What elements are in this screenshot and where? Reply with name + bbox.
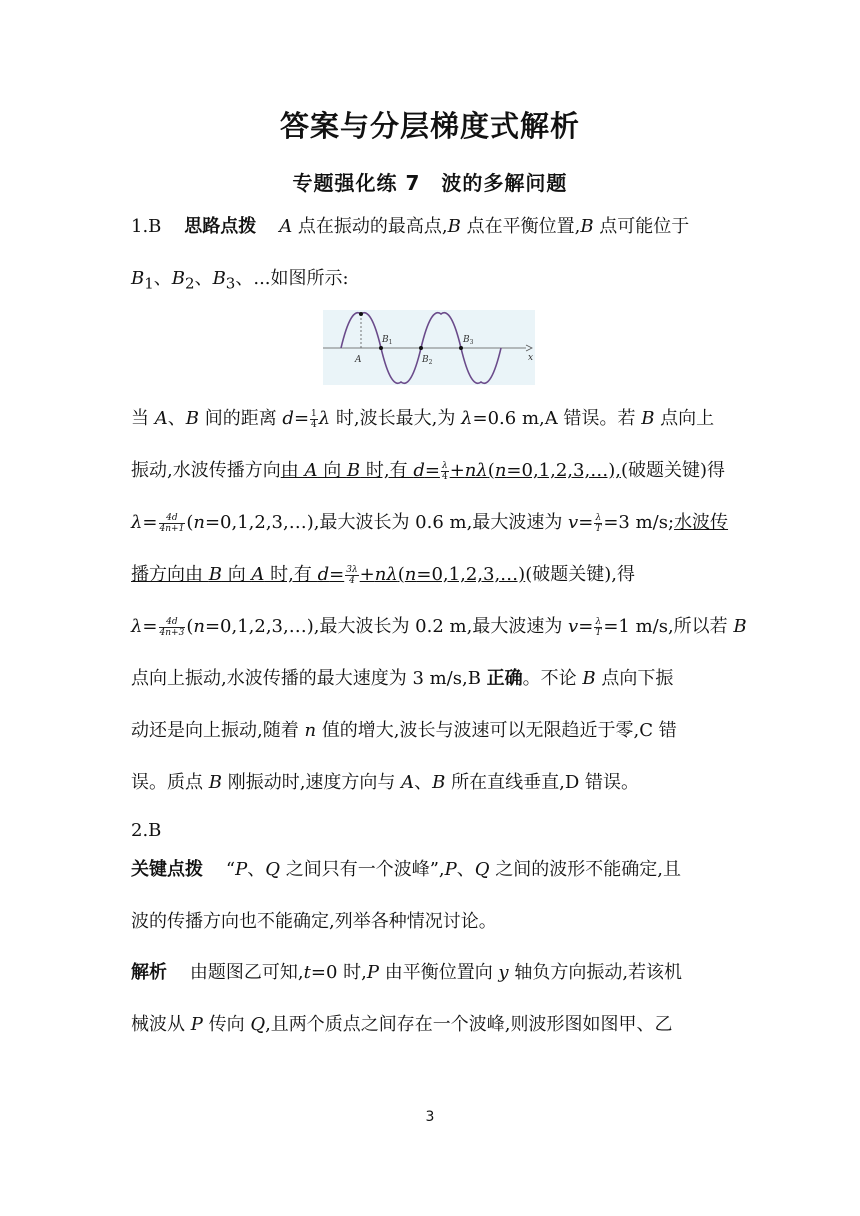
text: 2.B xyxy=(131,820,162,841)
q2-tag-analysis: 解析 xyxy=(131,962,167,983)
q1-line-9 xyxy=(131,718,731,744)
text: = xyxy=(424,460,440,481)
q2-line-3 xyxy=(131,960,731,986)
fraction xyxy=(594,617,602,638)
text: = xyxy=(329,564,345,585)
var: B xyxy=(208,772,222,793)
text: 传向 xyxy=(202,1014,251,1035)
var: n xyxy=(404,564,417,585)
var: B xyxy=(131,268,145,289)
numerator: 1 xyxy=(311,408,317,419)
wave-figure xyxy=(323,310,535,385)
text: 误。质点 xyxy=(131,772,209,793)
q1-line-3 xyxy=(131,406,731,432)
var: A xyxy=(401,772,415,793)
text: 点在平衡位置, xyxy=(460,216,581,237)
text: 、 xyxy=(194,268,213,289)
text: 播方向由 xyxy=(131,564,209,585)
text: ,且两个质点之间存在一个波峰,则波形图如图甲、乙 xyxy=(265,1014,673,1035)
text: =0 时, xyxy=(310,962,367,983)
text: 向 xyxy=(221,564,252,585)
text: 、 xyxy=(167,408,186,429)
var: P xyxy=(190,1014,203,1035)
label-B3: $B_3$ xyxy=(463,335,474,346)
text: 、 xyxy=(414,772,433,793)
text: 时,有 xyxy=(360,460,414,481)
var: B xyxy=(641,408,655,429)
point-A xyxy=(359,312,363,316)
text: 之间只有一个波峰”, xyxy=(279,859,445,880)
var: n xyxy=(193,616,205,637)
numerator: 3λ xyxy=(346,564,358,575)
text: =3 m/s; xyxy=(603,512,675,533)
denominator: 4n+1 xyxy=(159,523,185,534)
var: A xyxy=(251,564,265,585)
var: Q xyxy=(250,1014,266,1035)
text: (破题关键),得 xyxy=(525,564,635,585)
q1-line-5 xyxy=(131,510,731,536)
q2-tag-key-hint: 关键点拨 xyxy=(131,859,203,880)
text: 点向下振 xyxy=(595,668,674,689)
text: 。不论 xyxy=(522,668,583,689)
var: y xyxy=(498,962,509,983)
text: = xyxy=(142,616,158,637)
fraction xyxy=(345,565,358,586)
denominator: T xyxy=(595,523,602,534)
text: = xyxy=(578,512,594,533)
q1-line-7 xyxy=(131,614,747,640)
text: + xyxy=(359,564,375,585)
var: n xyxy=(304,720,317,741)
var: B xyxy=(171,268,186,289)
subscript: 3 xyxy=(225,274,236,293)
text: 点向上振动,水波传播的最大速度为 3 m/s,B xyxy=(131,668,487,689)
var: d xyxy=(282,408,294,429)
bold-text: 正确 xyxy=(486,668,523,689)
denominator: 4 xyxy=(441,471,448,482)
q1-line-4 xyxy=(131,458,731,484)
q2-line-1 xyxy=(131,857,731,883)
fraction xyxy=(159,617,186,638)
var: B xyxy=(346,460,361,481)
text: 、...如图所示: xyxy=(235,268,349,289)
var: A xyxy=(304,460,318,481)
text: =0.6 m,A 错误。若 xyxy=(472,408,642,429)
text: 时,有 xyxy=(264,564,318,585)
text: ( xyxy=(487,460,495,481)
var: λ xyxy=(318,408,331,429)
text: 刚振动时,速度方向与 xyxy=(221,772,402,793)
fraction xyxy=(159,513,186,534)
fraction xyxy=(310,409,318,430)
denominator: T xyxy=(595,627,602,638)
text: = xyxy=(293,408,310,429)
text: =0,1,2,3,…), xyxy=(506,460,621,481)
section-title: 专题强化练 7 波的多解问题 xyxy=(292,171,568,195)
fraction xyxy=(441,461,449,482)
text: 所在直线垂直,D 错误。 xyxy=(445,772,639,793)
text: =0,1,2,3,…) xyxy=(416,564,526,585)
var: A xyxy=(279,216,293,237)
text: 波的传播方向也不能确定,列举各种情况讨论。 xyxy=(131,911,497,932)
q2-number xyxy=(131,818,731,844)
text: (破题关键)得 xyxy=(620,460,725,481)
numerator: λ xyxy=(595,616,602,627)
text: 振动,水波传播方向 xyxy=(131,460,281,481)
fraction xyxy=(594,513,602,534)
text: 点向上 xyxy=(654,408,715,429)
point-B1 xyxy=(379,346,383,350)
var: d xyxy=(413,460,425,481)
subscript: 1 xyxy=(144,274,154,293)
q1-line-8 xyxy=(131,666,731,692)
text: = xyxy=(142,512,158,533)
text: 之间的波形不能确定,且 xyxy=(489,859,681,880)
q2-line-4 xyxy=(131,1012,731,1038)
text: 值的增大,波长与波速可以无限趋近于零,C 错 xyxy=(316,720,677,741)
var: t xyxy=(303,962,311,983)
q1-line-2 xyxy=(131,266,731,297)
page-title: 答案与分层梯度式解析 xyxy=(279,109,580,143)
label-A: A xyxy=(355,355,362,365)
var: P xyxy=(235,859,248,880)
text: 间的距离 xyxy=(198,408,283,429)
text: 动还是向上振动,随着 xyxy=(131,720,305,741)
text: 由题图乙可知, xyxy=(189,962,304,983)
page-number: 3 xyxy=(425,1109,435,1125)
q2-line-2 xyxy=(131,909,731,935)
var: B xyxy=(447,216,461,237)
wave-diagram xyxy=(323,310,535,385)
var: Q xyxy=(474,859,490,880)
var: nλ xyxy=(464,460,488,481)
numerator: λ xyxy=(595,512,602,523)
var: nλ xyxy=(374,564,398,585)
numerator: λ xyxy=(441,460,448,471)
denominator: 4 xyxy=(311,419,317,430)
var: Q xyxy=(265,859,280,880)
underlined-key xyxy=(131,564,525,585)
text: 械波从 xyxy=(131,1014,191,1035)
label-B2: $B_2$ xyxy=(422,355,433,366)
point-B3 xyxy=(459,346,463,350)
text: 由平衡位置向 xyxy=(378,962,499,983)
text: 时,波长最大,为 xyxy=(330,408,462,429)
var: B xyxy=(432,772,446,793)
text: 、 xyxy=(456,859,475,880)
text: = xyxy=(578,616,594,637)
q1-line-1 xyxy=(131,214,731,240)
text: =0,1,2,3,…),最大波长为 0.2 m,最大波速为 xyxy=(204,616,569,637)
text: 当 xyxy=(131,408,155,429)
text: 由 xyxy=(280,460,305,481)
denominator: 4n+3 xyxy=(159,627,185,638)
var: P xyxy=(444,859,457,880)
subscript: 2 xyxy=(185,274,195,293)
q1-number: 1.B xyxy=(131,216,162,237)
var: B xyxy=(185,408,199,429)
text: =0,1,2,3,…),最大波长为 0.6 m,最大波速为 xyxy=(204,512,569,533)
var: λ xyxy=(131,616,143,637)
label-B1: $B_1$ xyxy=(382,335,393,346)
text: 、 xyxy=(247,859,266,880)
text: ( xyxy=(186,512,194,533)
var: P xyxy=(366,962,379,983)
var: n xyxy=(494,460,507,481)
var: B xyxy=(580,216,594,237)
text: 轴负方向振动,若该机 xyxy=(508,962,683,983)
point-B2 xyxy=(419,346,423,350)
text: 点在振动的最高点, xyxy=(292,216,448,237)
var: A xyxy=(154,408,168,429)
var: n xyxy=(193,512,205,533)
text: ( xyxy=(186,616,194,637)
text: ( xyxy=(397,564,405,585)
underlined-key: 水波传 xyxy=(674,512,729,533)
var: λ xyxy=(461,408,473,429)
text: 点可能位于 xyxy=(593,216,690,237)
q1-line-6 xyxy=(131,562,731,588)
var: λ xyxy=(131,512,143,533)
x-axis-label: x xyxy=(528,353,534,363)
var: d xyxy=(317,564,330,585)
q1-tag: 思路点拨 xyxy=(184,216,257,237)
numerator: 4d xyxy=(159,513,186,524)
var: B xyxy=(733,616,747,637)
text: + xyxy=(449,460,465,481)
var: B xyxy=(582,668,596,689)
numerator: 4d xyxy=(159,617,186,628)
var: B xyxy=(212,268,226,289)
text: “ xyxy=(225,859,236,880)
var: v xyxy=(568,512,579,533)
var: B xyxy=(208,564,222,585)
var: v xyxy=(568,616,579,637)
denominator: 4 xyxy=(349,575,355,586)
text: 、 xyxy=(153,268,172,289)
text: 向 xyxy=(317,460,347,481)
text: =1 m/s,所以若 xyxy=(603,616,734,637)
underlined-key xyxy=(281,460,621,481)
q1-line-10 xyxy=(131,770,731,796)
